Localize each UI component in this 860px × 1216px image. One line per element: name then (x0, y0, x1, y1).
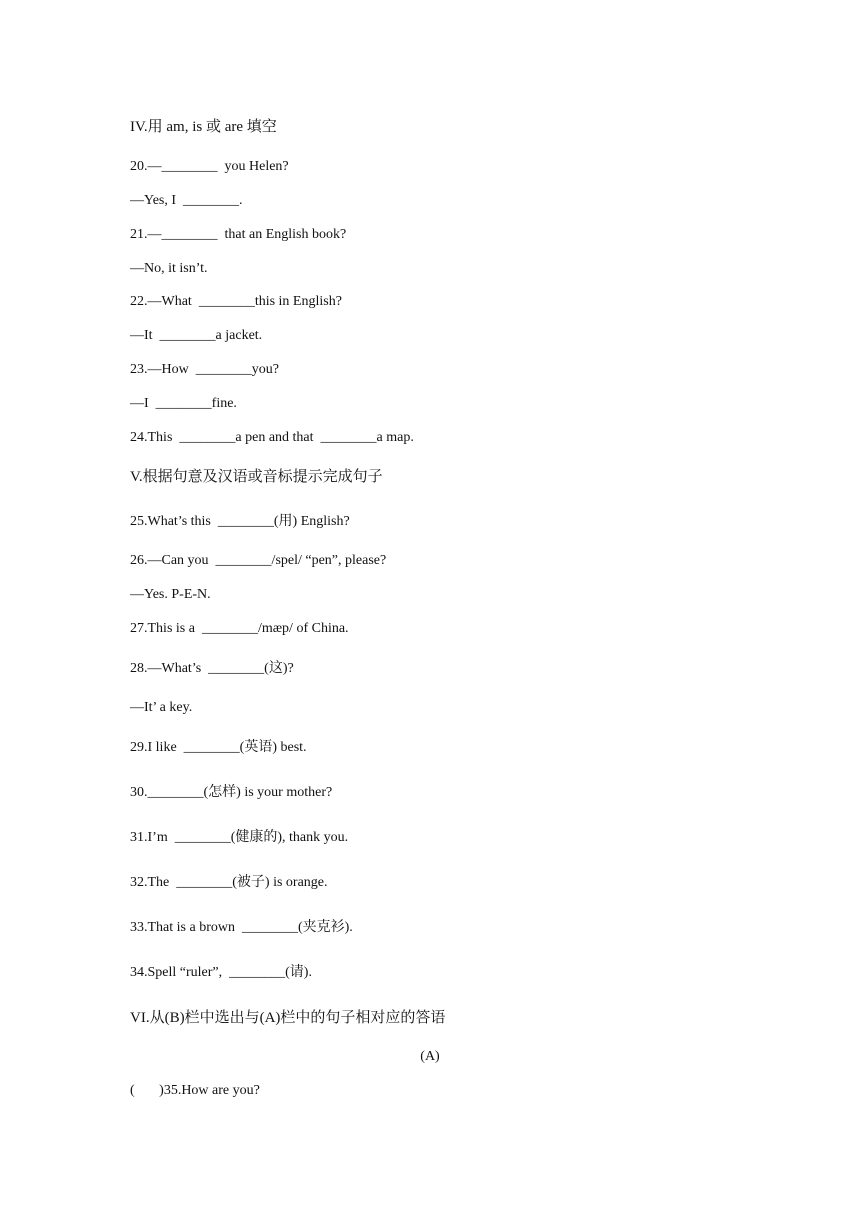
question-32: 32.The ________(被子) is orange. (130, 875, 328, 890)
question-35: ( )35.How are you? (130, 1083, 260, 1098)
question-20: 20.—________ you Helen? (130, 159, 289, 174)
question-22: 22.—What ________this in English? (130, 294, 342, 309)
question-23: 23.—How ________you? (130, 362, 279, 377)
section-iv-heading: IV.用 am, is 或 are 填空 (130, 119, 277, 135)
answer-23: —I ________fine. (130, 396, 237, 411)
question-31: 31.I’m ________(健康的), thank you. (130, 830, 349, 845)
section-v-heading: V.根据句意及汉语或音标提示完成句子 (130, 469, 383, 485)
question-33: 33.That is a brown ________(夹克衫). (130, 920, 353, 935)
question-26: 26.—Can you ________/spel/ “pen”, please? (130, 553, 387, 568)
question-24: 24.This ________a pen and that ________a map. (130, 430, 414, 445)
question-34: 34.Spell “ruler”, ________(请). (130, 965, 312, 980)
column-a-label: (A) (420, 1049, 440, 1064)
question-28: 28.—What’s ________(这)? (130, 661, 294, 676)
question-25: 25.What’s this ________(用) English? (130, 514, 350, 529)
answer-22: —It ________a jacket. (130, 328, 263, 343)
answer-26: —Yes. P-E-N. (130, 587, 211, 602)
question-27: 27.This is a ________/mæp/ of China. (130, 621, 349, 636)
question-30: 30.________(怎样) is your mother? (130, 785, 333, 800)
answer-28: —It’ a key. (130, 700, 193, 715)
answer-21: —No, it isn’t. (130, 261, 208, 276)
section-vi-heading: VI.从(B)栏中选出与(A)栏中的句子相对应的答语 (130, 1010, 446, 1026)
answer-20: —Yes, I ________. (130, 193, 243, 208)
question-21: 21.—________ that an English book? (130, 227, 347, 242)
question-29: 29.I like ________(英语) best. (130, 740, 307, 755)
